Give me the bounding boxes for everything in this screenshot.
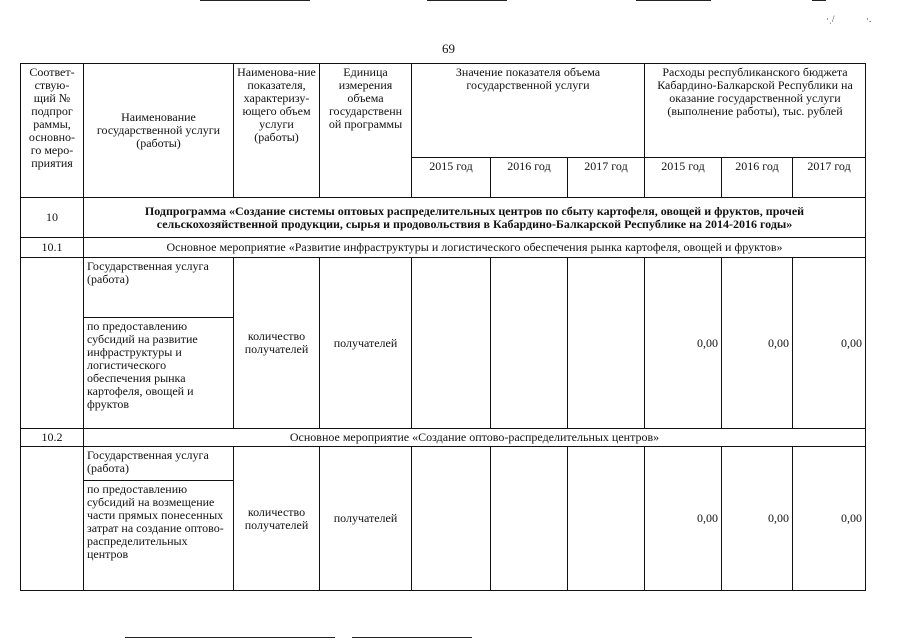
service-description: по предоставлению субсидий на возмещение части прямых понесенных затрат на создание оптово-распределительных центров [84, 481, 234, 591]
volume-2017-cell [568, 447, 645, 591]
scan-artifact-line [636, 0, 711, 1]
volume-2017-cell [568, 258, 645, 429]
header-unit: Единица измерения объема государственн ой программы [320, 64, 412, 198]
volume-2015-cell [412, 258, 491, 429]
volume-2016-cell [491, 258, 568, 429]
activity-row [21, 238, 866, 258]
header-service-name: Наименование государственной услуги (работы) [84, 64, 234, 198]
expense-2015-value: 0,00 [645, 447, 722, 591]
header-year-volume-2015: 2015 год [412, 158, 491, 198]
expense-2016-value: 0,00 [722, 258, 793, 429]
service-indicator: количество получателей [234, 447, 320, 591]
service-unit: получателей [320, 258, 412, 429]
header-volume-group: Значение показателя объема государственной услуги [412, 64, 645, 158]
service-label: Государственная услуга (работа) [84, 258, 234, 318]
header-year-volume-2016: 2016 год [491, 158, 568, 198]
header-year-expense-2016: 2016 год [722, 158, 793, 198]
volume-2016-cell [491, 447, 568, 591]
service-label: Государственная услуга (работа) [84, 447, 234, 481]
service-indicator: количество получателей [234, 258, 320, 429]
service-description: по предоставлению субсидий на развитие инфраструктуры и логистического обеспечения рынка картофеля, овощей и фруктов [84, 318, 234, 429]
scan-artifact-mark: ·ˌ/ [826, 14, 835, 24]
expense-2016-value: 0,00 [722, 447, 793, 591]
header-year-volume-2017: 2017 год [568, 158, 645, 198]
scan-artifact-line [812, 0, 826, 1]
header-indicator: Наименова-ние показателя, характеризу-ющего объем услуги (работы) [234, 64, 320, 198]
volume-2015-cell [412, 447, 491, 591]
scan-artifact-line [125, 637, 335, 638]
service-number-cell [21, 258, 84, 429]
scan-artifact-line [427, 0, 507, 1]
service-row [21, 258, 866, 318]
header-year-expense-2017: 2017 год [793, 158, 866, 198]
service-unit: получателей [320, 447, 412, 591]
subprogram-number: 10 [21, 198, 84, 238]
activity-title: Основное мероприятие «Создание оптово-распределительных центров» [84, 429, 866, 447]
scan-artifact-line [352, 637, 472, 638]
subprogram-row [21, 198, 866, 238]
scan-artifact-line [200, 0, 310, 1]
activity-number: 10.1 [21, 238, 84, 258]
header-year-expense-2015: 2015 год [645, 158, 722, 198]
scan-artifact-mark: ·. [866, 14, 872, 24]
expense-2017-value: 0,00 [793, 447, 866, 591]
header-number: Соответ-ствую-щий № подпрог раммы, основно-го меро-приятия [21, 64, 84, 198]
subprogram-title: Подпрограмма «Создание системы оптовых распределительных центров по сбыту картофеля, овощей и фруктов, прочей сельскохозяйственной продукции, сырья и продовольствия в Кабардино-Балкарской Республике на 2014-2016 годы» [84, 198, 866, 238]
activity-title: Основное мероприятие «Развитие инфраструктуры и логистического обеспечения рынка картофеля, овощей и фруктов» [84, 238, 866, 258]
page-number: 69 [442, 41, 455, 56]
expense-2017-value: 0,00 [793, 258, 866, 429]
header-expense-group: Расходы республиканского бюджета Кабардино-Балкарской Республики на оказание государственной услуги (выполнение работы), тыс. рублей [645, 64, 866, 158]
activity-number: 10.2 [21, 429, 84, 447]
service-number-cell [21, 447, 84, 591]
expense-2015-value: 0,00 [645, 258, 722, 429]
table-header-row [21, 64, 866, 158]
services-table [20, 63, 866, 591]
service-row [21, 447, 866, 481]
activity-row [21, 429, 866, 447]
